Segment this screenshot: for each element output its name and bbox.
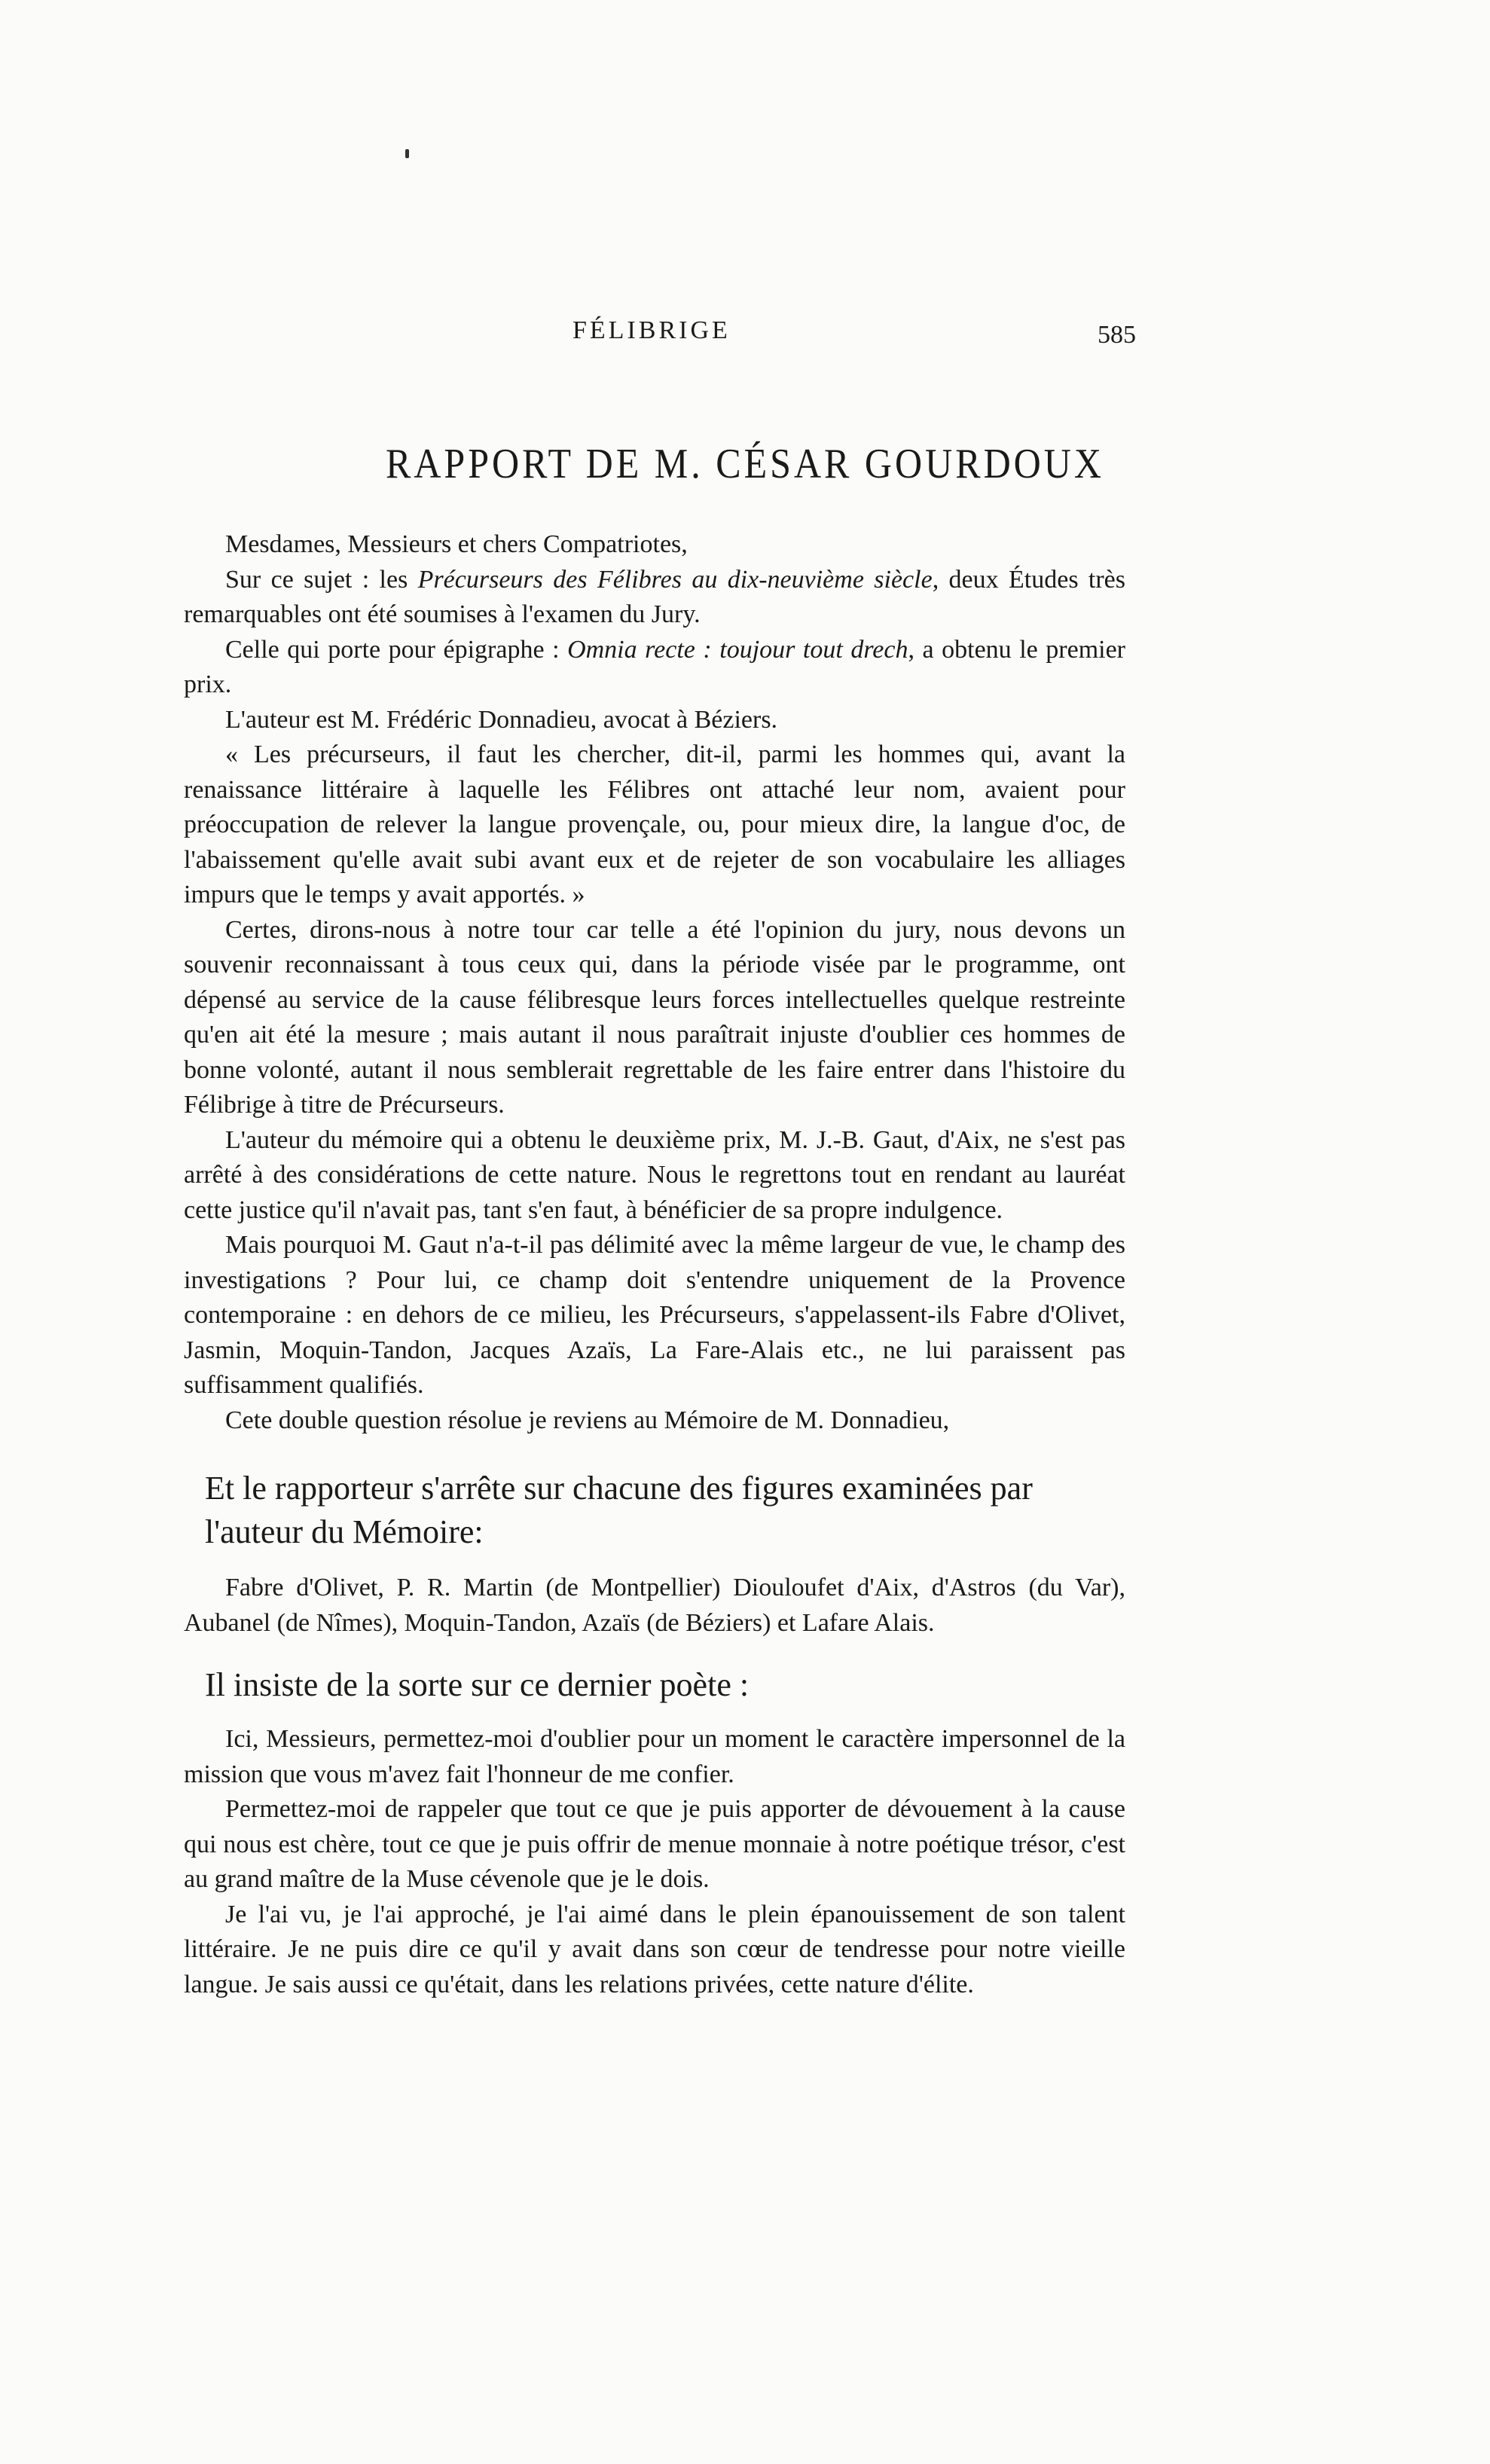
interlude-poet: Il insiste de la sorte sur ce dernier poète : [205,1666,750,1703]
report-title: RAPPORT DE M. CÉSAR GOURDOUX [385,439,1105,487]
interlude-figures: Et le rapporteur s'arrête sur chacune des figures examinées par l'auteur du Mémoire: [205,1470,1033,1550]
paragraph: Certes, dirons-nous à notre tour car telle a été l'opinion du jury, nous devons un souvenir reconnaissant à tous ceux qui, dans la période visée par le programme, ont dépensé au service de la cause félibresque leurs forces intellectuelles quelque restreinte qu'en ait été la mesure ; mais autant il nous paraîtrait injuste d'oublier ces hommes de bonne volonté, autant il nous semblerait regrettable de les faire entrer dans l'histoire du Félibrige à titre de Précurseurs. [184,915,1125,1119]
running-title: FÉLIBRIGE [572,316,731,344]
section-tribute [184,1722,1125,2002]
paragraph: Mais pourquoi M. Gaut n'a-t-il pas délimité avec la même largeur de vue, le champ des investigations ? Pour lui, ce champ doit s'entendre uniquement de la Provence contemporaine : en dehors de ce milieu, les Précurseurs, s'appelassent-ils Fabre d'Olivet, Jasmin, Moquin-Tandon, Jacques Azaïs, La Fare-Alais etc., ne lui paraissent pas suffisamment qualifiés. [184,1231,1125,1399]
text-run: , deux Études très remarquables ont été soumises à l'examen du Jury. [184,565,1126,628]
paragraph: L'auteur du mémoire qui a obtenu le deuxième prix, M. J.-B. Gaut, d'Aix, ne s'est pas arrêté à des considérations de cette nature. Nous le regrettons tout en rendant au lauréat cette justice qu'il n'avait pas, tant s'en faut, à bénéficier de sa propre indulgence. [184,1125,1125,1224]
page-number: 585 [1098,321,1136,349]
figures-list: Fabre d'Olivet, P. R. Martin (de Montpellier) Diouloufet d'Aix, d'Astros (du Var), Aubanel (de Nîmes), Moquin-Tandon, Azaïs (de Béziers) et Lafare Alais. [184,1574,1125,1637]
text-run: Sur ce sujet : les [225,565,418,594]
body-text [184,527,1125,2002]
paragraph: Ici, Messieurs, permettez-moi d'oublier pour un moment le caractère impersonnel de la mission que vous m'avez fait l'honneur de me confier. [184,1725,1125,1788]
paragraph: Permettez-moi de rappeler que tout ce que je puis apporter de dévouement à la cause qui nous est chère, tout ce que je puis offrir de menue monnaie à notre poétique trésor, c'est au grand maître de la Muse cévenole que je le dois. [184,1795,1125,1893]
italic-epigraph: Omnia recte : toujour tout drech [567,635,908,664]
italic-title: Précurseurs des Félibres au dix-neuvième siècle [417,565,933,594]
ink-speck [405,149,409,158]
paragraph: L'auteur est M. Frédéric Donnadieu, avocat à Béziers. [225,705,778,734]
text-run: Celle qui porte pour épigraphe : [225,635,568,664]
paragraph [184,563,1125,633]
text-run: , a obtenu le premier prix. [184,635,1126,698]
salutation: Mesdames, Messieurs et chers Compatriotes, [225,530,688,558]
paragraph: Je l'ai vu, je l'ai approché, je l'ai aimé dans le plein épanouissement de son talent littéraire. Je ne puis dire ce qu'il y avait dans son cœur de tendresse pour notre vieille langue. Je sais aussi ce qu'était, dans les relations privées, cette nature d'élite. [184,1900,1125,1998]
paragraph: Cete double question résolue je reviens au Mémoire de M. Donnadieu, [225,1406,950,1434]
figures-block [184,1571,1125,1641]
page-header [188,316,1136,354]
quoted-paragraph: « Les précurseurs, il faut les chercher, dit-il, parmi les hommes qui, avant la renaissance littéraire à laquelle les Félibres ont attaché leur nom, avaient pour préoccupation de relever la langue provençale, ou, pour mieux dire, la langue d'oc, de l'abaissement qu'elle avait subi avant eux et de rejeter de son vocabulaire les alliages impurs que le temps y avait apportés. » [184,740,1125,908]
section-intro [184,527,1125,1438]
paragraph [184,633,1125,703]
